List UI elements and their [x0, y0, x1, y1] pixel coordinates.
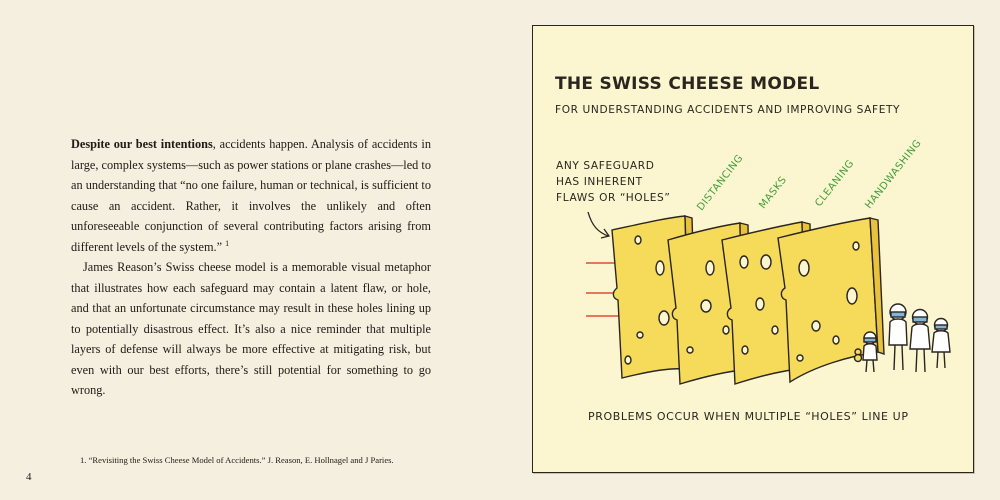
person-child	[863, 332, 877, 372]
layer-label-distancing: DISTANCING	[695, 152, 746, 213]
illustration-subtitle: FOR UNDERSTANDING ACCIDENTS AND IMPROVING SAFETY	[555, 104, 901, 116]
safeguard-annotation	[556, 158, 670, 206]
paragraph-1-text: , accidents happen. Analysis of accidents in large, complex systems—such as power stations or plane crashes—led to an understanding that “no one failure, human or technical, is sufficient to cause an accident. Rather, it involves the unlikely and often unforeseeable conjunction of several contributing factors arising from different levels of the system.”	[71, 137, 431, 254]
footnote-marker: 1	[225, 238, 230, 248]
person-mother	[910, 310, 930, 373]
layer-label-masks: MASKS	[757, 174, 790, 211]
annotation-arrow	[588, 212, 608, 236]
layer-label-handwashing: HANDWASHING	[863, 137, 924, 211]
annotation-line-3: FLAWS OR “HOLES”	[556, 192, 671, 204]
illustration-caption: PROBLEMS OCCUR WHEN MULTIPLE “HOLES” LINE UP	[588, 410, 909, 423]
person-father	[889, 304, 907, 370]
layer-label-cleaning: CLEANING	[813, 157, 857, 209]
person-girl	[932, 319, 950, 369]
footnote: 1. “Revisiting the Swiss Cheese Model of Accidents.” J. Reason, E. Hollnagel and J Paries.	[80, 455, 394, 465]
paragraph-2: James Reason’s Swiss cheese model is a memorable visual metaphor that illustrates how each safeguard may contain a latent flaw, or hole, and that an unfortunate circumstance may result in these holes lining up to potentially disastrous effect. It’s also a nice reminder that multiple layers of defense will always be more effective at mitigating risk, but even with our best efforts, there’s still potential for something to go wrong.	[71, 260, 431, 397]
annotation-line-1: ANY SAFEGUARD	[556, 160, 655, 172]
paragraph-1-lead: Despite our best intentions	[71, 137, 213, 151]
page-number: 4	[26, 471, 32, 483]
annotation-line-2: HAS INHERENT	[556, 176, 643, 188]
teddy-bear-icon	[855, 349, 862, 362]
illustration-title: THE SWISS CHEESE MODEL	[555, 74, 820, 94]
